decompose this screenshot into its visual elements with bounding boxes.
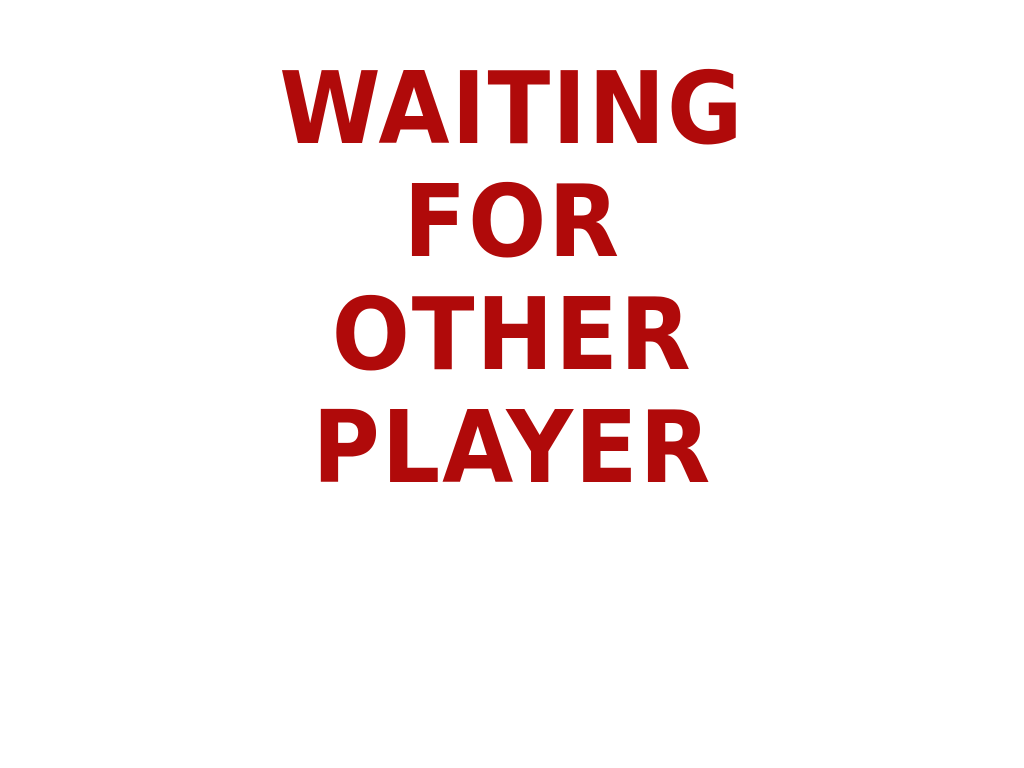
waiting-message-line-4: PLAYER (312, 389, 712, 506)
waiting-message-line-3: OTHER (331, 276, 693, 393)
waiting-message-line-1: WAITING (279, 50, 745, 167)
waiting-message (0, 52, 1024, 504)
waiting-message-line-2: FOR (403, 163, 621, 280)
